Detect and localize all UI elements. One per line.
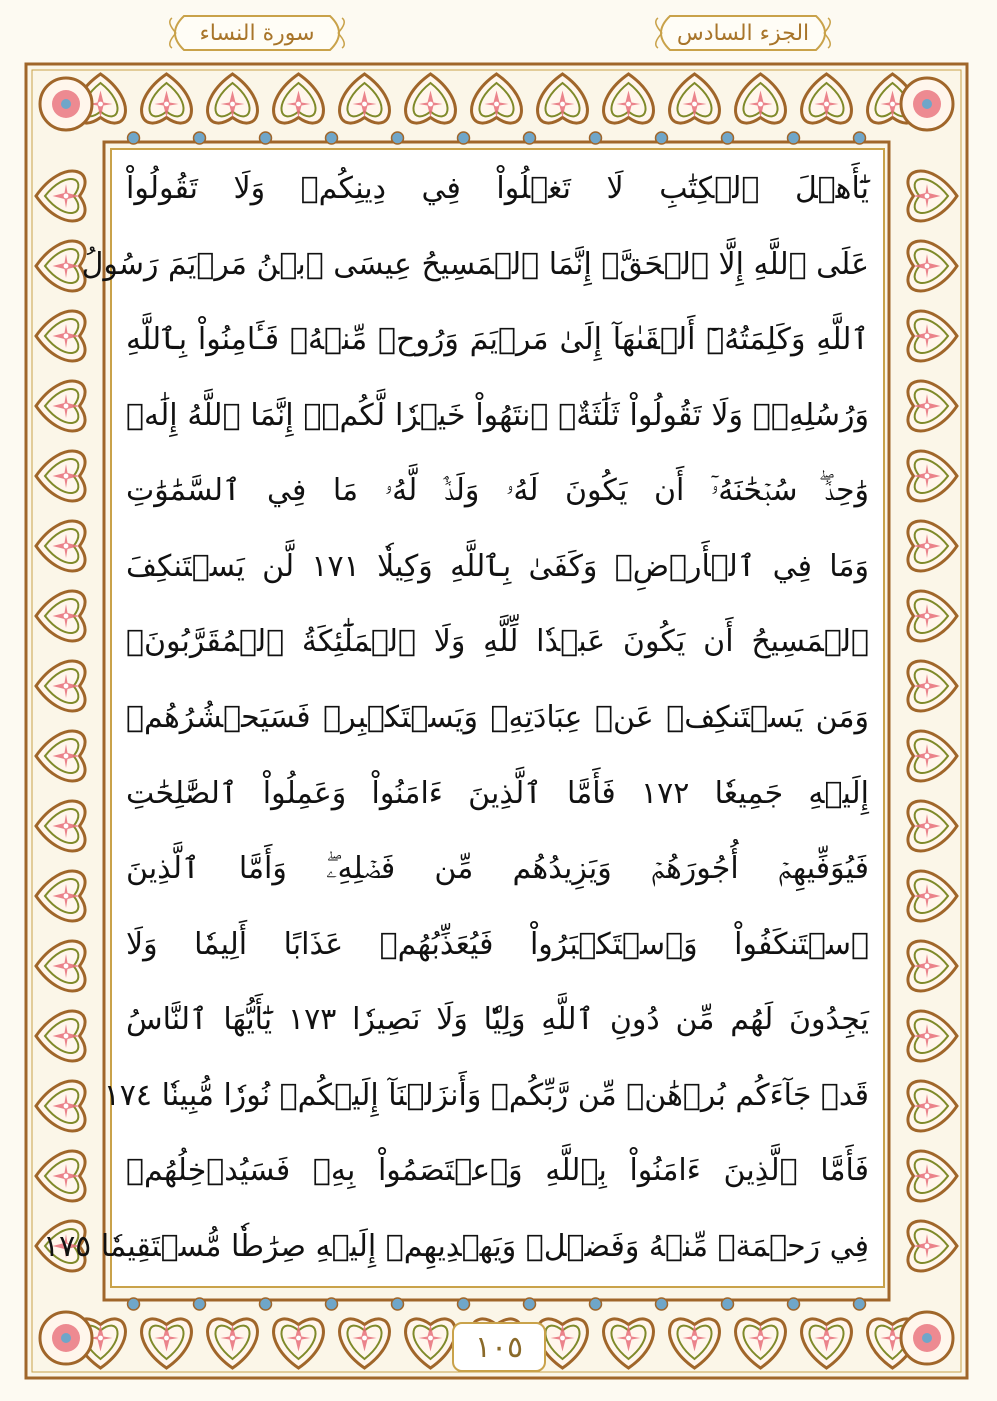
verse-line: وَٰحِدٞۖ سُبۡحَٰنَهُۥٓ أَن يَكُونَ لَهُۥ وَلَدٞۘ لَّهُۥ مَا فِي ٱلسَّمَٰوَٰتِ [126, 473, 869, 509]
verse-line: فَأَمَّا ٱلَّذِينَ ءَامَنُواْ بِٱللَّهِ وَٱعۡتَصَمُواْ بِهِۦ فَسَيُدۡخِلُهُمۡ [126, 1153, 869, 1189]
verse-line: عَلَى ٱللَّهِ إِلَّا ٱلۡحَقَّۚ إِنَّمَا ٱلۡمَسِيحُ عِيسَى ٱبۡنُ مَرۡيَمَ رَسُولُ [81, 246, 869, 282]
verse-panel [42, 148, 885, 1288]
verse-line: وَمَن يَسۡتَنكِفۡ عَنۡ عِبَادَتِهِۦ وَيَسۡتَكۡبِرۡ فَسَيَحۡشُرُهُمۡ [126, 699, 869, 735]
verse-line: فِي رَحۡمَةٖ مِّنۡهُ وَفَضۡلٖ وَيَهۡدِيهِمۡ إِلَيۡهِ صِرَٰطٗا مُّسۡتَقِيمٗا ١٧٥ [42, 1228, 869, 1264]
juz-name-text: الجزء السادس [676, 20, 810, 46]
verse-line: ٱلۡمَسِيحُ أَن يَكُونَ عَبۡدٗا لِّلَّهِ وَلَا ٱلۡمَلَٰٓئِكَةُ ٱلۡمُقَرَّبُونَۚ [126, 624, 869, 660]
surah-name-text: سورة النساء [199, 20, 315, 46]
verse-line: يَٰٓأَهۡلَ ٱلۡكِتَٰبِ لَا تَغۡلُواْ فِي دِينِكُمۡ وَلَا تَقُولُواْ [126, 171, 869, 206]
verse-line: ٱللَّهِ وَكَلِمَتُهُۥٓ أَلۡقَىٰهَآ إِلَىٰ مَرۡيَمَ وَرُوحٞ مِّنۡهُۖ فَـَٔامِنُواْ بِٱللَّهِ [126, 322, 869, 358]
verse-line: وَمَا فِي ٱلۡأَرۡضِۗ وَكَفَىٰ بِٱللَّهِ وَكِيلٗا ١٧١ لَّن يَسۡتَنكِفَ [126, 548, 869, 584]
verse-line: ٱسۡتَنكَفُواْ وَٱسۡتَكۡبَرُواْ فَيُعَذِّبُهُمۡ عَذَابًا أَلِيمٗا وَلَا [126, 926, 869, 962]
verse-line: قَدۡ جَآءَكُم بُرۡهَٰنٞ مِّن رَّبِّكُمۡ وَأَنزَلۡنَآ إِلَيۡكُمۡ نُورٗا مُّبِينٗا ١٧٤ [103, 1077, 869, 1113]
verse-line: وَرُسُلِهِۦۖ وَلَا تَقُولُواْ ثَلَٰثَةٌۚ ٱنتَهُواْ خَيۡرٗا لَّكُمۡۚ إِنَّمَا ٱللَّهُ إِلَٰهٞ [126, 397, 869, 433]
page-number: ١٠٥ [452, 1322, 546, 1372]
verse-lines [42, 156, 869, 1280]
juz-name-label [648, 12, 838, 54]
verse-line: إِلَيۡهِ جَمِيعٗا ١٧٢ فَأَمَّا ٱلَّذِينَ ءَامَنُواْ وَعَمِلُواْ ٱلصَّٰلِحَٰتِ [126, 775, 869, 811]
verse-line: يَجِدُونَ لَهُم مِّن دُونِ ٱللَّهِ وَلِيّٗا وَلَا نَصِيرٗا ١٧٣ يَٰٓأَيُّهَا ٱلنَّاسُ [126, 1002, 869, 1038]
surah-name-label [162, 12, 352, 54]
verse-line: فَيُوَفِّيهِمۡ أُجُورَهُمۡ وَيَزِيدُهُم مِّن فَضۡلِهِۦۖ وَأَمَّا ٱلَّذِينَ [126, 851, 869, 887]
